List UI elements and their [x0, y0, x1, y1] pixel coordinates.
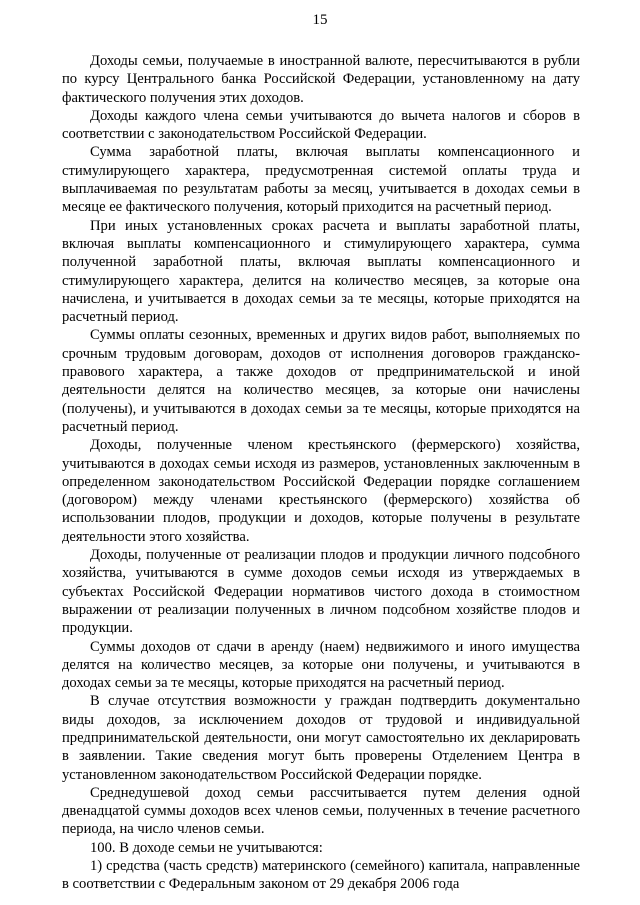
paragraph-seasonal-work: Суммы оплаты сезонных, временных и других видов работ, выполняемых по срочным трудовым договорам, доходов от исполнения договоров гражданско-правового характера, а также доходов от предпринимательской и иной деятельности делятся на количество месяцев, за которые они начислены (получены), и учитываются в доходах семьи за те месяцы, которые приходятся на расчетный период. — [62, 327, 580, 435]
paragraph-self-declaration: В случае отсутствия возможности у граждан подтвердить документально виды доходов, за исключением доходов от трудовой и индивидуальной предпринимательской деятельности, они могут самостоятельно их декларировать в заявлении. Такие сведения могут быть проверены Отделением Центра в установленном законодательством Российской Федерации порядке. — [62, 693, 580, 783]
paragraph-before-taxes: Доходы каждого члена семьи учитываются до вычета налогов и сборов в соответствии с законодательством Российской Федерации. — [62, 107, 580, 143]
document-body — [62, 52, 580, 894]
paragraph-farm-income: Доходы, полученные членом крестьянского (фермерского) хозяйства, учитываются в доходах семьи исходя из размеров, установленных заключенным в определенном законодательством Российской Федерации порядке соглашением (договором) между членами крестьянского (фермерского) хозяйства об использовании плодов, продукции и доходов, которые получены в результате деятельности этого хозяйства. — [62, 437, 580, 545]
paragraph-rental-income: Суммы доходов от сдачи в аренду (наем) недвижимого и иного имущества делятся на количество месяцев, за которые они получены, и учитываются в доходах семьи за те месяцы, которые приходятся на расчетный период. — [62, 638, 580, 692]
paragraph-average-income: Среднедушевой доход семьи рассчитывается путем деления одной двенадцатой суммы доходов всех членов семьи, полученных в течение расчетного периода, на число членов семьи. — [62, 784, 580, 838]
paragraph-household-plot: Доходы, полученные от реализации плодов и продукции личного подсобного хозяйства, учитываются в сумме доходов семьи исходя из утверждаемых в субъектах Российской Федерации нормативов чистого дохода в стоимостном выражении от реализации полученных в личном подсобном хозяйстве плодов и продукции. — [62, 547, 580, 637]
paragraph-section-100: 100. В доходе семьи не учитываются: — [90, 839, 323, 856]
paragraph-salary: Сумма заработной платы, включая выплаты компенсационного и стимулирующего характера, предусмотренная системой оплаты труда и выплачиваемая по результатам работы за месяц, учитывается в доходах семьи в месяце ее фактического получения, который приходится на расчетный период. — [62, 144, 580, 216]
paragraph-item-1: 1) средства (часть средств) материнского (семейного) капитала, направленные в соответствии с Федеральным законом от 29 декабря 2006 года — [62, 858, 580, 893]
page-number: 15 — [312, 12, 328, 28]
paragraph-other-salary-terms: При иных установленных сроках расчета и выплаты заработной платы, включая выплаты компенсационного и стимулирующего характера, сумма полученной заработной платы, включая выплаты компенсационного и стимулирующего характера, делится на количество месяцев, за которые она начислена, и учитывается в доходах семьи за те месяцы, которые приходятся на расчетный период. — [62, 217, 580, 326]
paragraph-foreign-currency: Доходы семьи, получаемые в иностранной валюте, пересчитываются в рубли по курсу Центрального банка Российской Федерации, установленному на дату фактического получения этих доходов. — [62, 53, 580, 106]
